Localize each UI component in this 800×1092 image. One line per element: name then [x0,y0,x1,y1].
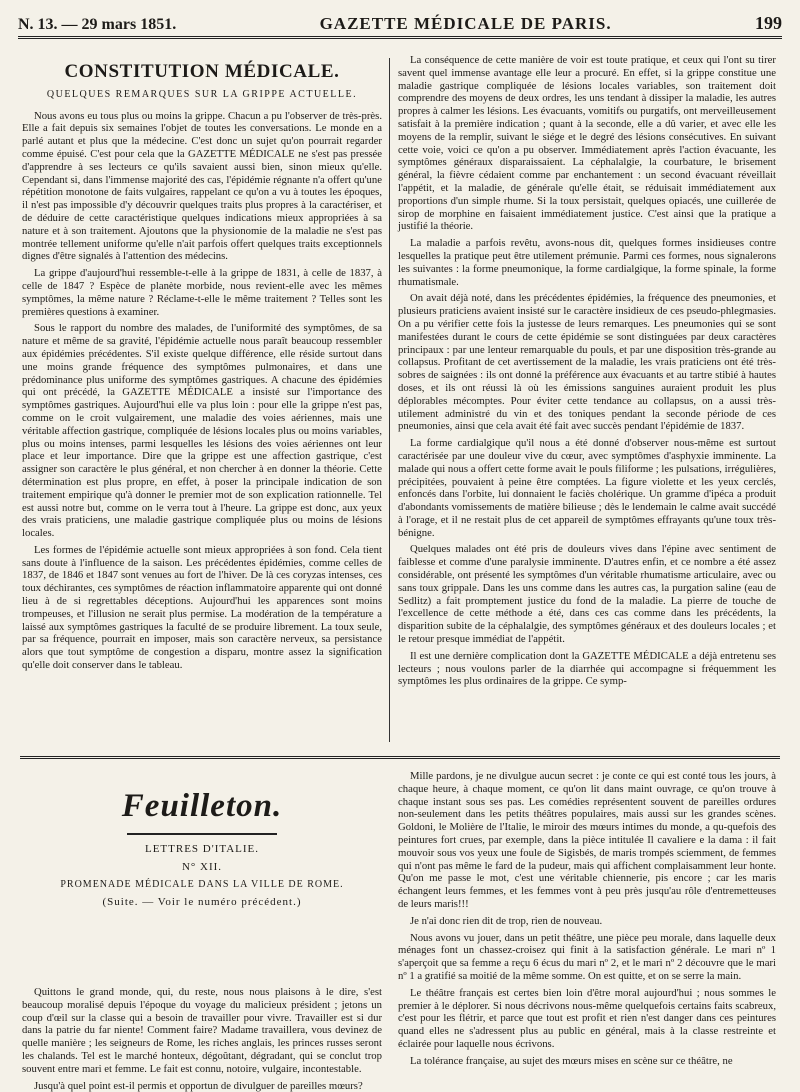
series-title: LETTRES D'ITALIE. [144,843,260,855]
paragraph: La forme cardialgique qu'il nous a été donné d'observer nous-même est surtout caractérisée par une douleur vive du cœur, avec symptômes d'asphyxie imminente. La malade qui nous a offert cette forme avait le pouls filiforme ; les pulsations, irrégulières, précipitées, pouvaient à peine être comptées. La figure violette et les yeux cerclés, enfoncés dans l'orbite, lui donnaient le faciès cholérique. Un gramme d'ipéca a produit d'abondants vomissements de matière bilieuse ; dès le lendemain le calme avait succédé à l'orage, et il ne restait plus de cet appareil de symptômes effrayants qu'une toux très-bénigne. [398,437,776,539]
letter-number: N° XII. [181,861,223,873]
issue-number: N. 13. — 29 mars 1851. [18,16,177,33]
feuilleton-separator [20,756,780,763]
paragraph: Nous avons eu tous plus ou moins la grippe. Chacun a pu l'observer de très-près. Elle a fait depuis six semaines l'objet de toutes les conversations. Le monde en a parlé autant et plus que la médecine. C'est donc un sujet qu'on pourrait regarder comme épuisé. C'est pour cela que la GAZETTE MÉDICALE ne s'est pas pressée d'apprendre à ses lecteurs ce qu'ils savaient aussi bien, sinon mieux qu'elle. Cependant si, dans l'immense majorité des cas, l'épidémie régnante n'a offert qu'une répétition monotone de faits vulgaires, rappelant ce qu'on a vu à toutes les époques, il n'est pas impossible d'y découvrir quelques traits plus propres à la caractériser, et de déduire de cette caractéristique quelques indications mieux appropriées à sa nature et à son traitement. Ajoutons que la physionomie de la maladie ne s'est pas montrée tellement uniforme qu'elle n'ait parfois offert quelques traits exceptionnels dignes d'être signalés à l'attention des médecins. [22,109,382,263]
suite-note: (Suite. — Voir le numéro précédent.) [102,896,302,908]
left-column-constitution [22,58,382,748]
paragraph: La maladie a parfois revêtu, avons-nous dit, quelques formes insidieuses contre lesquelles la pratique peut être utilement prémunie. Parmi ces formes, nous signalerons les suivantes : la forme pneumonique, la forme cardialgique, la forme spinale, la forme rhumatismale. [398,237,776,288]
title-rule [127,833,277,835]
paragraph: Les formes de l'épidémie actuelle sont mieux appropriées à son fond. Cela tient sans doute à l'influence de la saison. Les précédentes épidémies, comme celles de 1837, de 1846 et 1847 sont venues au fort de l'hiver. De là ces coryzas intenses, ces toux déchirantes, ces symptômes de réaction inflammatoire apparente qui ont donné lieu à de si regrettables déceptions. Aujourd'hui les apparences sont moins trompeuses, et l'illusion ne serait plus permise. La modération de la température a laissé aux symptômes gastriques la faculté de se produire librement. La toux seule, par sa fréquence, pourrait en imposer, mais son caractère nerveux, sa persistance alors que tout symptôme de congestion a disparu, montre assez la signification qu'elle doit conserver dans le tableau. [22,543,382,672]
paragraph: Quittons le grand monde, qui, du reste, nous nous plaisons à le dire, s'est beaucoup moralisé depuis l'époque du voyage du malicieux président ; jetons un coup d'œil sur la classe qui a besoin de travailler pour vivre. Travailler est si dur dans la patrie du far niente! Comment faire? Madame travaillera, vous devinez de quelle manière ; les seigneurs de Rome, les riches anglais, les princes russes seront les chalands. Tel est le marché honteux, dégoûtant, dégradant, qui se conclut trop souvent entre mari et femme. Le fait est connu, notoire, vulgaire, incontestable. [22,986,382,1075]
feuilleton-right-text [398,770,776,1075]
feuilleton-title: Feuilleton. [121,788,283,824]
column-divider [389,58,390,742]
paragraph: La conséquence de cette manière de voir est toute pratique, et ceux qui l'ont su tirer savent quel immense avantage elle leur a procuré. En effet, si la grippe constitue une maladie gastrique compliquée de lésions locales variables, son traitement doit comprendre des moyens de deux ordres, les uns tendant à dissiper la maladie, les autres propres à calmer les lésions. Les évacuants, vomitifs ou purgatifs, ont merveilleusement satisfait à la première indication ; quant à la seconde, elle a dû varier, et avec elle les moyens de la remplir, suivant le siége et le degré des lésions consécutives. En suivant cette voie, voici ce qu'on a pu observer. Immédiatement après l'action évacuante, les symptômes généraux disparaissaient. La céphalalgie, la courbature, le brisement général, la fièvre cédaient comme par enchantement : un second évacuant réveillait l'appétit, et la maladie, de générale qu'elle était, se réduisait immédiatement aux proportions d'un simple rhume. Si la toux persistait, quelques opiacés, une cuillerée de sirop de morphine en faisaient immédiatement justice. C'est ainsi que la pratique a justifié la théorie. [398,54,776,233]
paragraph: Mille pardons, je ne divulgue aucun secret : je conte ce qui est conté tous les jours, à chaque heure, à chaque moment, ce qu'on lit dans maint ouvrage, ce qu'on trouve à chaque instant sous ses pas. Les comédies représentent souvent de pareilles ordures non-seulement dans les petits théâtres populaires, mais aussi sur les grandes scènes. Goldoni, le Molière de l'Italie, le miroir des mœurs intimes du monde, a qu-quefois des peintures fort crues, par exemple, dans la pièce intitulée Il cavaliere e la dama : il fait mouvoir sous vos yeux une foule de Sigisbés, de maris trompés sciemment, de femmes qui n'ont pas même le fard de la pudeur, mais qui affichent complaisamment leur honte. Qu'on me passe le mot, c'est une véritable chiennerie, pis encore ; car les maris échangent leurs femmes, et les femmes vont à peu près jusqu'au rôle d'entremetteuses de leurs maris!!! [398,770,776,910]
paragraph: On avait déjà noté, dans les précédentes épidémies, la fréquence des pneumonies, et plusieurs praticiens avaient insisté sur le caractère insidieux de ces pseudo-phlegmasies. On a pu vérifier cette fois la justesse de leurs remarques. Les pneumonies qui se sont manifestées durant le cours de cette épidémie se sont distinguées par deux caractères principaux : par une lenteur remarquable du pouls, et par une disposition très-grande au collapsus. Profitant de cet avertissement de la maladie, les vrais praticiens ont été très-sobres de saignées : ils ont donné la préférence aux évacuants et au tartre stibié à hautes doses, et ils ont réussi là où les émissions sanguines auraient produit les plus déplorables mécomptes. Pour éviter cette tendance au collapsus, on a aussi très-utilement administré du vin et des toniques pendant la seconde période de ces pneumonies, ainsi que cela avait été fait avec succès pendant l'épidémie de 1837. [398,292,776,433]
paragraph: Je n'ai donc rien dit de trop, rien de nouveau. [410,914,603,927]
paragraph: Sous le rapport du nombre des malades, de l'uniformité des symptômes, de sa nature et même de sa gravité, l'épidémie actuelle nous paraît beaucoup ressembler aux épidémies précédentes. S'il existe quelque différence, elle réside surtout dans une moins grande fréquence des symptômes pulmonaires, et dans une prédominance plus uniforme des symptômes gastriques. A chacune des épidémies qui ont précédé, la GAZETTE MÉDICALE a insisté sur l'importance des symptômes gastriques. Aujourd'hui elle va plus loin : pour elle la grippe n'est pas, comme on le croit vulgairement, une maladie des voies aériennes, mais une véritable affection gastrique, compliquée de lésions locales plus ou moins variables, plus ou moins intenses, parmi lesquelles les lésions des voies aériennes ont leur place et leur importance. Dire que la grippe est une affection gastrique, c'est assigner son caractère le plus général, et non chercher à en donner la théorie. Cette détermination est plus propre, en effet, à poser la principale indication de son traitement empirique qu'à donner le premier mot de son explication rationnelle. Tel est aussi notre but, comme on le verra tout à l'heure. La grippe est donc, aux yeux des vrais praticiens, une maladie gastrique compliquée plus ou moins de lésions locales. [22,322,382,540]
paragraph: Il est une dernière complication dont la GAZETTE MÉDICALE a déjà entretenu ses lecteurs ; nous voulons parler de la diarrhée qui accompagne si fréquemment les symptômes les plus ordinaires de la grippe. Ce symp- [398,649,776,688]
feuilleton-left-text [22,986,382,1092]
paragraph: La tolérance française, au sujet des mœurs mises en scène sur ce théâtre, ne [410,1054,733,1067]
newspaper-title: GAZETTE MÉDICALE DE PARIS. [319,14,612,33]
section-subtitle: QUELQUES REMARQUES SUR LA GRIPPE ACTUELLE. [46,88,358,100]
masthead [18,8,782,39]
right-column-constitution [398,54,776,748]
paragraph: Jusqu'à quel point est-il permis et opportun de divulguer de pareilles mœurs? [34,1079,363,1092]
paragraph: Nous avons vu jouer, dans un petit théâtre, une pièce peu morale, dans laquelle deux ménages font un chassez-croisez qui finit à la satisfaction générale. Le mari nº 1 s'aperçoit que sa femme a reçu 6 écus du mari nº 2, et le mari nº 2 découvre que le mari nº 1 a gratifié sa moitié de la même somme. On est quitte, et on se serre la main. [398,931,776,982]
paragraph: La grippe d'aujourd'hui ressemble-t-elle à la grippe de 1831, à celle de 1837, à celle de 1847 ? Espèce de planète morbide, nous revient-elle avec les mêmes symptômes, la même nature ? Réclame-t-elle le même traitement ? Telles sont les premières questions à examiner. [22,267,382,318]
paragraph: Quelques malades ont été pris de douleurs vives dans l'épine avec sentiment de faiblesse et comme d'une paralysie imminente. D'autres enfin, et ce nombre a été assez considérable, ont présenté les symptômes d'un véritable rhumatisme articulaire, avec ou sans toux grippale. Dans les uns comme dans les autres cas, la purgation saline (eau de Sedlitz) a fait promptement justice du fond de la maladie. La pierre de touche de l'excellence de cette méthode a été, dans ces cas comme dans les précédents, la disparition subite de la céphalalgie, des symptômes généraux et des douleurs locales ; et le retour presque immédiat de l'appétit. [398,543,776,646]
article-heading: PROMENADE MÉDICALE DANS LA VILLE DE ROME. [60,879,344,890]
page-number: 199 [754,13,782,33]
section-title: CONSTITUTION MÉDICALE. [64,61,340,82]
paragraph: Le théâtre français est certes bien loin d'être moral aujourd'hui ; nous sommes le premier à le déplorer. Si nous décrivons nous-même quelquefois certains faits scabreux, c'est pour les flétrir, et parce que tout est profit et rien n'est danger dans ces peintures quand elles ne s'adressent plus au public en général, mais à la classe restreinte et éclairée pour laquelle nous écrivons. [398,986,776,1050]
